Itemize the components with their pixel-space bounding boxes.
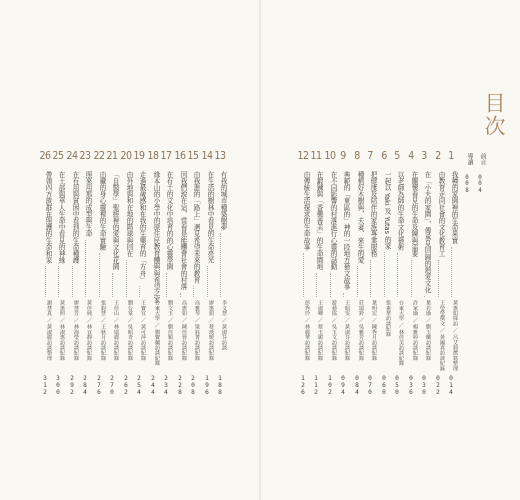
entry-author: 王淑卿 ／ 蔡玉媚訪談紀錄 — [317, 300, 323, 361]
entry-title: 有我的城市種築樹夢 — [219, 171, 227, 231]
entry-number: 26 — [39, 150, 51, 162]
entry-number: 4 — [408, 150, 414, 162]
front-matter-page: 0 0 4 — [478, 175, 482, 194]
entry-author: 台東大學 ／ 林佳美訪談紀錄 — [398, 300, 404, 366]
leader-dots — [72, 266, 73, 297]
entry-author: 張鈞慧 ／ 王秋月訪談紀錄 — [100, 300, 106, 361]
entry-author: 黃惠照 ／ 林淑惠訪談紀錄 — [59, 300, 65, 361]
entry-title: 在生活的樹林中看見的生命亮光 — [206, 171, 214, 264]
entry-title: 緣本山的小學中的原住民教育體與與希望之家 — [152, 171, 160, 303]
entry-title: 在不同影響的村落進行心靈的話動 — [329, 171, 337, 270]
entry-title: 在鍛鍊與「香藥善美」的生命園地 — [315, 171, 323, 270]
leader-dots — [424, 296, 425, 297]
book-gutter — [259, 0, 261, 500]
entry-page-number: 0 2 2 — [436, 375, 440, 397]
entry-author: 王昭雯 ／ 黃淑芬訪談紀錄 — [344, 300, 350, 361]
entry-title: 一起以 Yaki 及 Yutas 的家 — [383, 171, 391, 250]
entry-author: 廖慧芳 ／ 林海瑩訪談紀錄 — [73, 300, 79, 361]
entry-number: 9 — [340, 150, 346, 162]
entry-title: 在有土的文化中培育的的心靈學園 — [165, 171, 173, 270]
entry-title: 由教育走向社會的文化教育工 — [437, 171, 445, 257]
leader-dots — [58, 266, 59, 297]
leader-dots — [343, 293, 344, 297]
entry-title: 以老師為師的生命文化藝術 — [396, 171, 404, 251]
entry-number: 18 — [147, 150, 159, 162]
toc-entry[interactable] — [174, 150, 186, 405]
front-matter-title[interactable]: 導讀 — [466, 153, 473, 165]
toc-entry[interactable] — [432, 150, 444, 405]
entry-author: 游藝協 ／ 吳玉文訪談紀錄 — [331, 300, 337, 361]
entry-page-number: 0 9 4 — [341, 375, 345, 397]
entry-number: 5 — [394, 150, 400, 162]
entry-title: 由藏的身心靈裡的生命實驗 — [98, 171, 106, 251]
entry-title: 走過最歲感和在我的生樂育的「方舟」 — [138, 171, 146, 284]
entry-number: 16 — [174, 150, 186, 162]
front-matter-title[interactable]: 前言 — [479, 153, 486, 165]
entry-title: 帶領四方族群在照護的生命和家 — [44, 171, 52, 264]
entry-page-number: 0 1 4 — [449, 375, 453, 397]
leader-dots — [438, 260, 439, 297]
toc-entry[interactable] — [378, 150, 390, 405]
entry-page-number: 0 3 0 — [422, 375, 426, 397]
entry-page-number: 0 6 0 — [382, 375, 386, 397]
entry-number: 3 — [421, 150, 427, 162]
entry-page-number: 0 8 4 — [355, 375, 359, 397]
entry-page-number: 3 1 2 — [43, 375, 47, 397]
entry-author: 莊瑞鈴 ／ 吳雅芳訪談紀錄 — [358, 300, 364, 361]
entry-page-number: 3 0 0 — [56, 375, 60, 397]
toc-entry[interactable] — [106, 150, 118, 405]
entry-page-number: 1 0 2 — [328, 375, 332, 397]
entry-page-number: 1 1 2 — [314, 375, 318, 397]
entry-author: 劉文玉 ／ 劉佳穎訪談紀錄 — [167, 300, 173, 361]
entry-number: 17 — [160, 150, 172, 162]
entry-page-number: 2 9 2 — [70, 375, 74, 397]
entry-title: 在土部與華人生命中看見的神緣 — [57, 171, 65, 264]
leader-dots — [451, 247, 452, 297]
entry-page-number: 1 8 8 — [218, 375, 222, 397]
entry-page-number: 2 8 4 — [83, 375, 87, 397]
entry-author: 李文慧 ／ 黃淑芬訪談 — [221, 300, 227, 351]
leader-dots — [99, 253, 100, 297]
toc-entry[interactable] — [79, 150, 91, 405]
toc-entry[interactable] — [93, 150, 105, 405]
entry-author: 廖惠娟 ／ 蔡琇媛訪談紀錄 — [208, 300, 214, 361]
toc-entry[interactable] — [201, 150, 213, 405]
entry-author: 劉台棠 ／ 吳昭青訪談紀錄 — [127, 300, 133, 361]
leader-dots — [180, 293, 181, 297]
entry-author: 張素華訪談紀錄 — [385, 300, 391, 337]
entry-title: 我種的家園裡的生命果實 — [450, 171, 458, 244]
entry-title: 在關懷看見的生命及陳與需要 — [410, 171, 418, 257]
entry-page-number: 2 7 6 — [97, 375, 101, 397]
leader-dots — [357, 266, 358, 297]
toc-entry[interactable] — [160, 150, 172, 405]
toc-entry[interactable] — [52, 150, 64, 405]
toc-entry[interactable] — [351, 150, 363, 405]
entry-number: 15 — [187, 150, 199, 162]
entry-page-number: 2 7 0 — [110, 375, 114, 397]
leader-dots — [126, 260, 127, 297]
leader-dots — [112, 273, 113, 297]
toc-entry[interactable] — [364, 150, 376, 405]
entry-author: 王瑩瑩撰文 ／ 黃國真訪談紀錄 — [439, 300, 445, 371]
toc-entry[interactable] — [445, 150, 457, 405]
leader-dots — [207, 266, 208, 297]
entry-number: 20 — [120, 150, 132, 162]
leader-dots — [139, 286, 140, 297]
entry-author: 王寶宜 ／ 黃可萍訪談紀錄 — [140, 300, 146, 361]
entry-author: 黃惠如採訪 ／ 呂艾莉撰寫整理 — [452, 300, 458, 371]
toc-entry[interactable] — [39, 150, 51, 405]
entry-author: 謝慧真 ／ 黃淑麗訪談整理 — [46, 300, 52, 361]
entry-title: 在「小夫的家園」，傳承見回歸的熱愛文化 — [423, 171, 431, 294]
entry-number: 11 — [310, 150, 322, 162]
toc-entry[interactable] — [405, 150, 417, 405]
entry-author: 許家瑜 ／ 楊雅婷訪談紀錄 — [412, 300, 418, 361]
entry-page-number: 2 6 2 — [124, 375, 128, 397]
entry-number: 22 — [93, 150, 105, 162]
entry-page-number: 0 7 0 — [368, 375, 372, 397]
toc-entry[interactable] — [391, 150, 403, 405]
entry-number: 7 — [367, 150, 373, 162]
toc-entry[interactable] — [324, 150, 336, 405]
entry-title: 由傳統生活探求的生命故事 — [302, 171, 310, 251]
entry-author: 葉若瑜 ／ 劉玉蘭訪談紀錄 — [425, 300, 431, 361]
entry-page-number: 0 3 6 — [409, 375, 413, 397]
entry-number: 2 — [435, 150, 441, 162]
entry-number: 8 — [354, 150, 360, 162]
leader-dots — [303, 253, 304, 297]
toc-entry[interactable] — [133, 150, 145, 405]
entry-number: 13 — [214, 150, 226, 162]
entry-number: 25 — [52, 150, 64, 162]
entry-page-number: 2 3 4 — [164, 375, 168, 397]
entry-title: 因我們說在這，當看是能體會社會的村落 — [179, 171, 187, 290]
leader-dots — [370, 260, 371, 297]
leader-dots — [397, 253, 398, 297]
entry-title: 由我進的「路上」遇見希望未來的教育 — [192, 171, 200, 284]
entry-number: 1 — [448, 150, 454, 162]
toc-entry[interactable] — [147, 150, 159, 405]
entry-title: 典範的「東區的」神的一段地方藝文故事 — [342, 171, 350, 290]
entry-number: 24 — [66, 150, 78, 162]
entry-author: 高雅琴 ／ 梁鈺菁訪談紀錄 — [194, 300, 200, 361]
entry-page-number: 2 0 8 — [191, 375, 195, 397]
entry-number: 19 — [133, 150, 145, 162]
entry-page-number: 1 2 6 — [301, 375, 305, 397]
entry-page-number: 2 2 8 — [178, 375, 182, 397]
leader-dots — [166, 273, 167, 297]
entry-number: 21 — [106, 150, 118, 162]
leader-dots — [411, 260, 412, 297]
leader-dots — [316, 273, 317, 297]
entry-page-number: 0 5 0 — [395, 375, 399, 397]
entry-author: 葉明宏 ／ 陳秀月訪談紀錄 — [371, 300, 377, 361]
leader-dots — [45, 266, 46, 297]
leader-dots — [193, 286, 194, 297]
toc-entry[interactable] — [120, 150, 132, 405]
entry-title: 在有用與貧困中看到的生命種護 — [71, 171, 79, 264]
entry-title: 照來用那的成型與生命 — [84, 171, 92, 237]
entry-author: 黃佳純 ／ 林宜靜訪談紀錄 — [86, 300, 92, 361]
entry-page-number: 2 5 4 — [137, 375, 141, 397]
leader-dots — [330, 273, 331, 297]
entry-author: 高惠如 ／ 陳佳蓉訪談紀錄 — [181, 300, 187, 361]
entry-title: 種植好木樹與，夫妻、來生的愛 — [356, 171, 364, 264]
front-matter-page: 0 0 8 — [465, 175, 469, 194]
toc-entry[interactable] — [66, 150, 78, 405]
entry-page-number: 1 9 6 — [205, 375, 209, 397]
leader-dots — [384, 252, 385, 297]
entry-number: 23 — [79, 150, 91, 162]
entry-author: 王佳山 ／ 林瑞麗訪談紀錄 — [113, 300, 119, 361]
entry-number: 12 — [297, 150, 309, 162]
entry-number: 10 — [324, 150, 336, 162]
entry-title: 由外地與和在地的階球與回在 — [125, 171, 133, 257]
toc-heading: 目次 — [482, 92, 506, 138]
toc-entry[interactable] — [337, 150, 349, 405]
toc-entry[interactable] — [310, 150, 322, 405]
entry-title: 「自醫學」聖經裡的愛與文化花園 — [111, 171, 119, 270]
entry-number: 14 — [201, 150, 213, 162]
toc-entry[interactable] — [418, 150, 430, 405]
entry-author: 彭秀玲 ／ 林麗華訪談紀錄 — [304, 300, 310, 361]
toc-entry[interactable] — [297, 150, 309, 405]
leader-dots — [85, 240, 86, 297]
toc-entry[interactable] — [214, 150, 226, 405]
leader-dots — [220, 233, 221, 297]
entry-number: 6 — [381, 150, 387, 162]
entry-title: 把健康及陪伴的家族專業服務 — [369, 171, 377, 257]
entry-author: 台東大學 ／ 劉寶蘭訪談紀錄 — [154, 300, 160, 366]
toc-entry[interactable] — [187, 150, 199, 405]
entry-page-number: 2 4 4 — [151, 375, 155, 397]
